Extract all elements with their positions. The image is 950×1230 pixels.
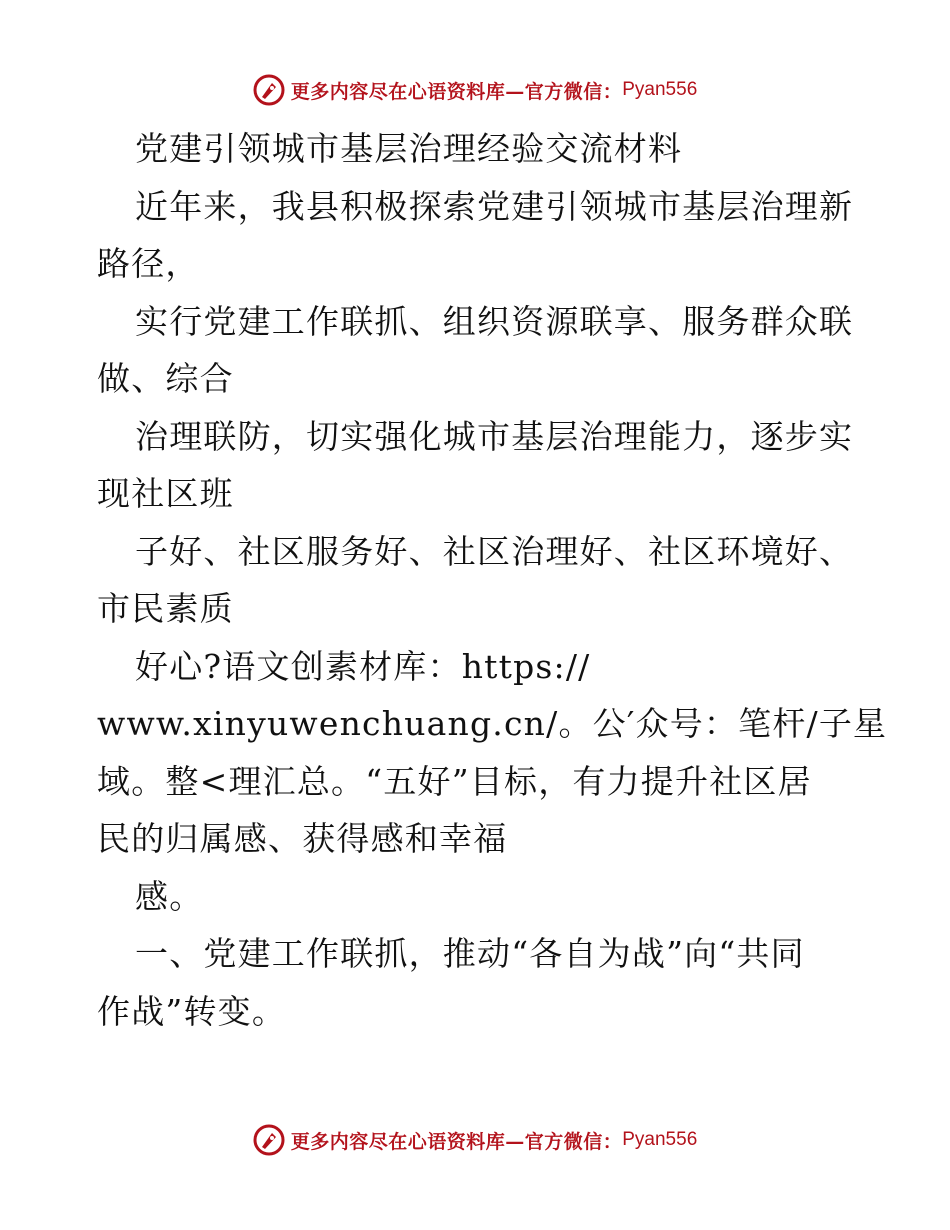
document-title: 党建引领城市基层治理经验交流材料 (135, 129, 683, 168)
paragraph-line: www.xinyuwenchuang.cn/。公′众号：笔杆/子星 (97, 704, 888, 743)
paragraph-line: 好心?语文创素材库：https:// (135, 646, 591, 686)
footer-banner-account: Pyan556 (622, 1129, 698, 1150)
paragraph-line: 做、综合 (97, 359, 234, 398)
paragraph-line: 现社区班 (97, 474, 234, 513)
header-banner-text: 更多内容尽在心语资料库—官方微信： (290, 80, 623, 103)
pen-nib-logo-icon (253, 1124, 285, 1156)
paragraph-line: 域。整<理汇总。“五好”目标，有力提升社区居 (97, 761, 812, 801)
paragraph-line: 实行党建工作联抓、组织资源联享、服务群众联 (135, 301, 854, 341)
paragraph-line: 近年来，我县积极探索党建引领城市基层治理新 (135, 186, 854, 226)
footer-banner-text: 更多内容尽在心语资料库—官方微信： (290, 1130, 623, 1153)
paragraph-line: 子好、社区服务好、社区治理好、社区环境好、 (135, 531, 854, 571)
header-banner (0, 70, 950, 110)
header-banner-account: Pyan556 (622, 79, 698, 100)
paragraph-line: 市民素质 (97, 589, 234, 628)
footer-banner (0, 1120, 950, 1160)
section-heading: 一、党建工作联抓，推动“各自为战”向“共同 (135, 934, 805, 973)
paragraph-line: 路径， (97, 244, 200, 283)
paragraph-line: 感。 (135, 876, 204, 916)
section-heading-cont: 作战”转变。 (97, 991, 287, 1031)
paragraph-line: 治理联防，切实强化城市基层治理能力，逐步实 (135, 416, 854, 456)
document-body (97, 120, 888, 1040)
pen-nib-logo-icon (253, 74, 285, 106)
paragraph-line: 民的归属感、获得感和幸福 (97, 819, 508, 858)
